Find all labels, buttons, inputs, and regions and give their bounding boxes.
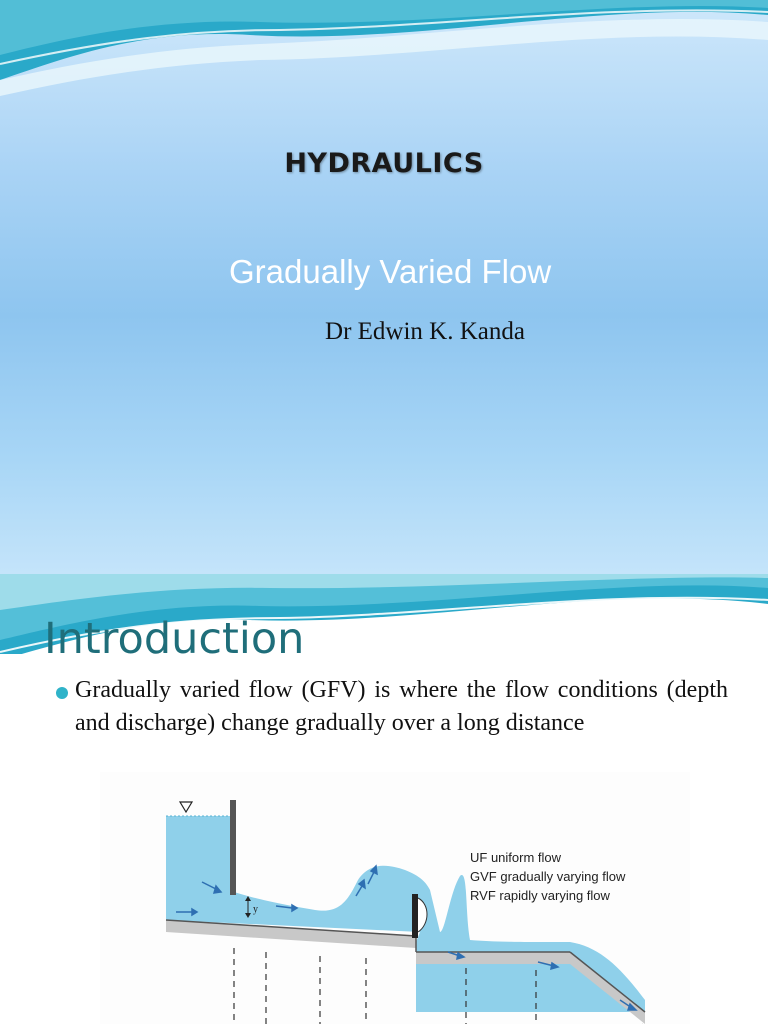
flow-profile-figure (100, 772, 690, 1024)
legend-rapidly-varying-flow: RVF rapidly varying flow (470, 888, 610, 903)
introduction-slide (0, 574, 768, 1024)
presentation-subtitle: Gradually Varied Flow (229, 253, 552, 290)
presentation-title: HYDRAULICS (284, 148, 484, 179)
weir-gate (412, 894, 418, 938)
legend-uniform-flow: UF uniform flow (470, 850, 562, 865)
bullet-paragraph: Gradually varied flow (GFV) is where the flow conditions (depth and discharge) change gradually over a long distance (75, 677, 728, 736)
header-wave-decoration (0, 0, 768, 110)
slide-heading: Introduction (44, 614, 305, 664)
sluice-gate (230, 800, 236, 895)
depth-label: y (253, 904, 258, 915)
legend-gradually-varying-flow: GVF gradually varying flow (470, 869, 626, 884)
bullet-icon (56, 687, 68, 699)
author-name: Dr Edwin K. Kanda (325, 318, 525, 345)
water-surface-triangle-icon (180, 802, 192, 812)
